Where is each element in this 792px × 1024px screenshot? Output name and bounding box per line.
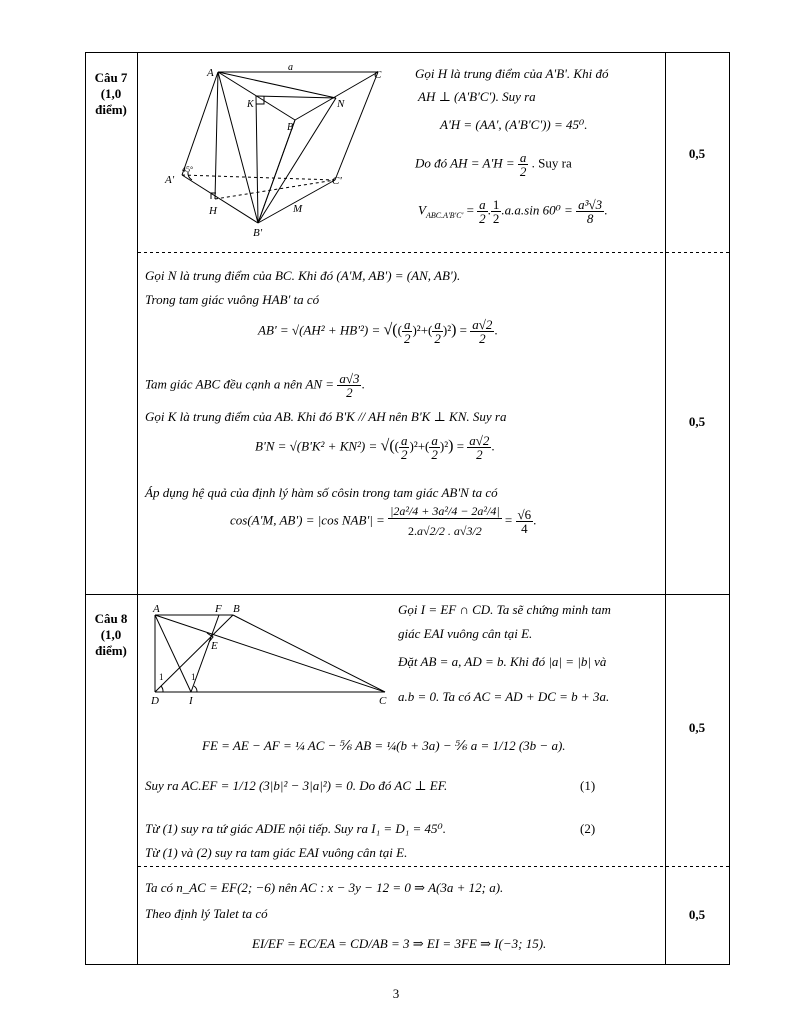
svg-text:M: M [293,203,303,215]
q7-p2-line3: AB' = √(AH² + HB'²) = √(( $\frac{a}{2}$ )²+( $\frac{a}{2}$ )²) = $\frac{a√2}{2}$ . [258,317,498,346]
q8-p1-line2: giác EAI vuông cân tại E. [398,626,533,641]
q7-p2-line7: Áp dụng hệ quả của định lý hàm số côsin trong tam giác AB'N ta có [145,485,498,500]
q8-label: Câu 8 (1,0 điểm) [94,611,128,658]
svg-text:K: K [247,99,254,110]
q8-p2-line3: EI/EF = EC/EA = CD/AB = 3 ⇒ EI = 3FE ⇒ I(−3; 15). [252,936,547,951]
q7-p1-line1: Gọi H là trung điểm của A'B'. Khi đó [415,66,609,81]
svg-text:a: a [288,62,293,73]
q7-p2-line5: Gọi K là trung điểm của AB. Khi đó B'K // AH nên B'K ⊥ KN. Suy ra [145,409,507,424]
svg-text:C: C [379,695,387,707]
q7-p2-line8: cos(A'M, AB') = |cos NAB'| = $\frac{\text{|2a²/4 + 3a²/4 − 2a²/4|}}{2.a√2/2 . a√3/2}$ = $\frac{√6}{4}$ . [230,504,537,538]
q8-score-2: 0,5 [688,907,706,922]
svg-text:E: E [211,640,218,652]
q7-score-1: 0,5 [688,146,706,161]
svg-text:1: 1 [159,672,164,682]
q8-p1-line4: a.b = 0. Ta có AC = AD + DC = b + 3a. [398,689,610,704]
svg-text:A: A [153,603,160,615]
svg-text:B: B [287,122,294,133]
svg-text:45°: 45° [182,165,194,174]
trapezoid-figure [145,600,395,710]
q7-p1-line2: AH ⊥ (A'B'C'). Suy ra [418,89,536,104]
q8-p1-line1: Gọi I = EF ∩ CD. Ta sẽ chứng minh tam [398,602,611,617]
q7-p1-line4: Do đó AH = A'H = $\frac{a}{2}$ . Suy ra [415,150,572,179]
q7-p2-line4: Tam giác ABC đều cạnh a nên AN = $\frac{a√3}{2}$ . [145,371,365,400]
svg-text:N: N [337,98,345,110]
q8-p1-line3: Đặt AB = a, AD = b. Khi đó |a| = |b| và [398,654,607,669]
q8-p1-line5: FE = AE − AF = ¼ AC − ⅚ AB = ¼(b + 3a) − ⅚ a = 1/12 (3b − a). [202,738,566,753]
q8-p1-line6b: (1) [580,778,596,793]
svg-text:B: B [233,603,240,615]
q7-score-2: 0,5 [688,414,706,429]
q8-p2-line1: Ta có n_AC = EF(2; −6) nên AC : x − 3y − 12 = 0 ⇒ A(3a + 12; a). [145,880,504,895]
svg-text:A: A [207,67,214,79]
svg-text:1: 1 [191,672,196,682]
q8-p1-line7a: Từ (1) suy ra tứ giác ADIE nội tiếp. Suy ra I₁ = D₁ = 45⁰. [145,821,447,836]
svg-text:H: H [209,205,217,217]
q8-p1-line8: Từ (1) và (2) suy ra tam giác EAI vuông cân tại E. [145,845,408,860]
q8-score-1: 0,5 [688,720,706,735]
svg-text:D: D [151,695,159,707]
svg-text:C': C' [332,175,342,187]
page-number: 3 [392,986,400,1001]
q7-p2-line1: Gọi N là trung điểm của BC. Khi đó (A'M, AB') = (AN, AB'). [145,268,461,283]
svg-text:B': B' [253,227,263,239]
q7-p2-line6: B'N = √(B'K² + KN²) = √(( $\frac{a}{2}$ )²+( $\frac{a}{2}$ )²) = $\frac{a√2}{2}$ . [255,433,495,462]
prism-figure [160,60,400,240]
svg-text:I: I [189,695,193,707]
svg-text:F: F [215,603,222,615]
q7-label: Câu 7 (1,0 điểm) [94,70,128,117]
q8-p2-line2: Theo định lý Talet ta có [145,906,268,921]
svg-text:C: C [374,69,382,81]
q7-p1-line5: $V_{ABC.A'B'C'}$ = $\frac{a}{2}$ . $\frac{1}{2}$ .a.a.sin 60⁰ = $\frac{\text{a³√3}}{8}$ . [418,197,608,226]
svg-text:A': A' [165,174,175,186]
q7-p2-line2: Trong tam giác vuông HAB' ta có [145,292,320,307]
q8-p1-line6a: Suy ra AC.EF = 1/12 (3|b|² − 3|a|²) = 0. Do đó AC ⊥ EF. [145,778,448,793]
q8-p1-line7b: (2) [580,821,596,836]
q7-p1-line3: A'H = (AA', (A'B'C')) = 45⁰. [440,117,588,132]
